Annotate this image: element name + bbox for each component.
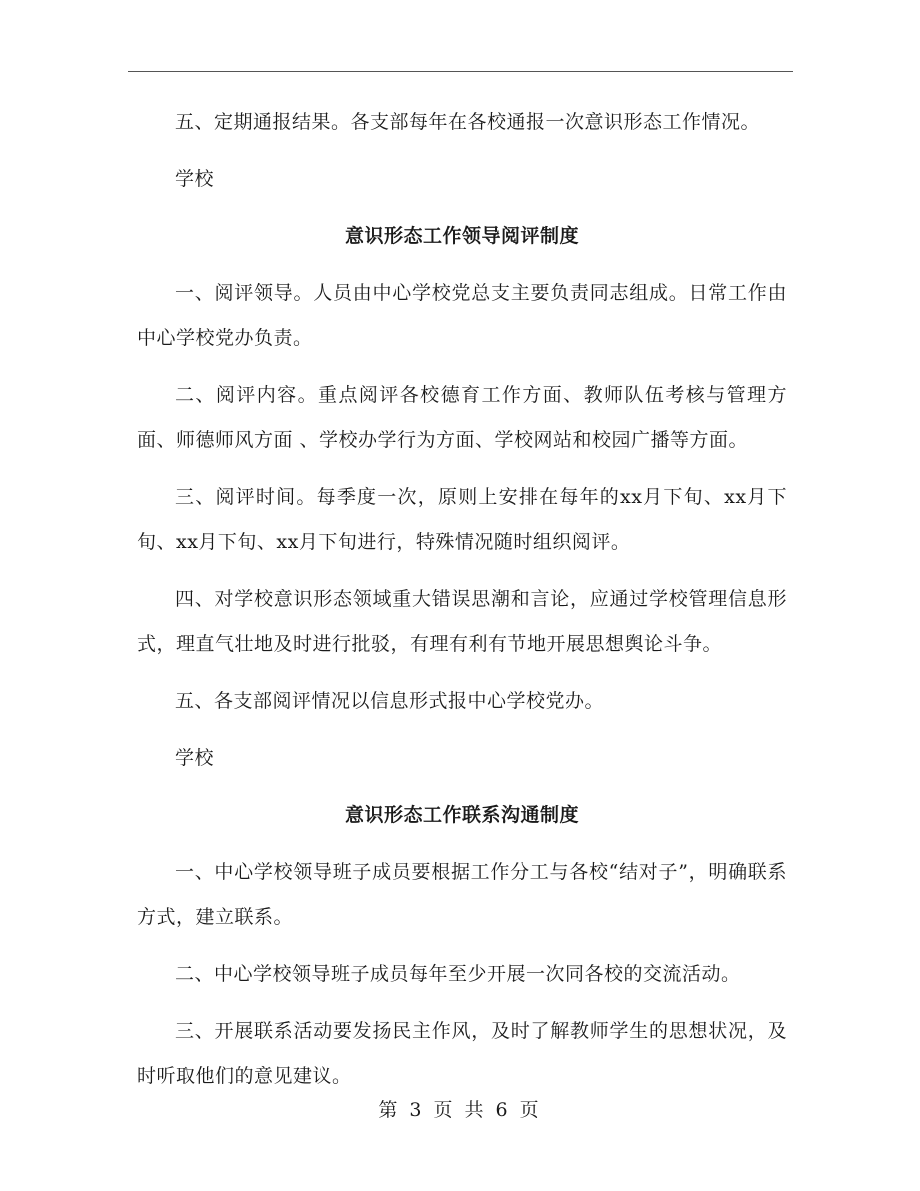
paragraph-exchange: 二、中心学校领导班子成员每年至少开展一次同各校的交流活动。 — [175, 963, 741, 985]
document-body — [137, 100, 787, 1111]
page-number: 第 3 页 共 6 页 — [378, 1099, 542, 1121]
section-heading-review: 意识形态工作领导阅评制度 — [344, 225, 579, 247]
section-heading-contact: 意识形态工作联系沟通制度 — [344, 804, 579, 826]
paragraph-report-results: 五、定期通报结果。各支部每年在各校通报一次意识形态工作情况。 — [175, 111, 761, 133]
school-label: 学校 — [175, 747, 215, 769]
paragraph-rebuttal: 四、对学校意识形态领域重大错误思潮和言论，应通过学校管理信息形式，理直气壮地及时进行批驳，有理有利有节地开展思想舆论斗争。 — [137, 588, 787, 655]
paragraph-review-leadership: 一、阅评领导。人员由中心学校党总支主要负责同志组成。日常工作由中心学校党办负责。 — [137, 282, 787, 349]
paragraph-review-time: 三、阅评时间。每季度一次，原则上安排在每年的xx月下旬、xx月下旬、xx月下旬、xx月下旬进行，特殊情况随时组织阅评。 — [137, 486, 787, 553]
paragraph-review-content: 二、阅评内容。重点阅评各校德育工作方面、教师队伍考核与管理方面、师德师风方面 、学校办学行为方面、学校网站和校园广播等方面。 — [137, 384, 787, 451]
header-rule — [128, 71, 793, 72]
paragraph-pairing: 一、中心学校领导班子成员要根据工作分工与各校“结对子”，明确联系方式，建立联系。 — [137, 861, 787, 928]
paragraph-democratic-style: 三、开展联系活动要发扬民主作风，及时了解教师学生的思想状况，及时听取他们的意见建议。 — [137, 1020, 787, 1087]
school-label: 学校 — [175, 168, 215, 190]
paragraph-report-office: 五、各支部阅评情况以信息形式报中心学校党办。 — [175, 690, 605, 712]
